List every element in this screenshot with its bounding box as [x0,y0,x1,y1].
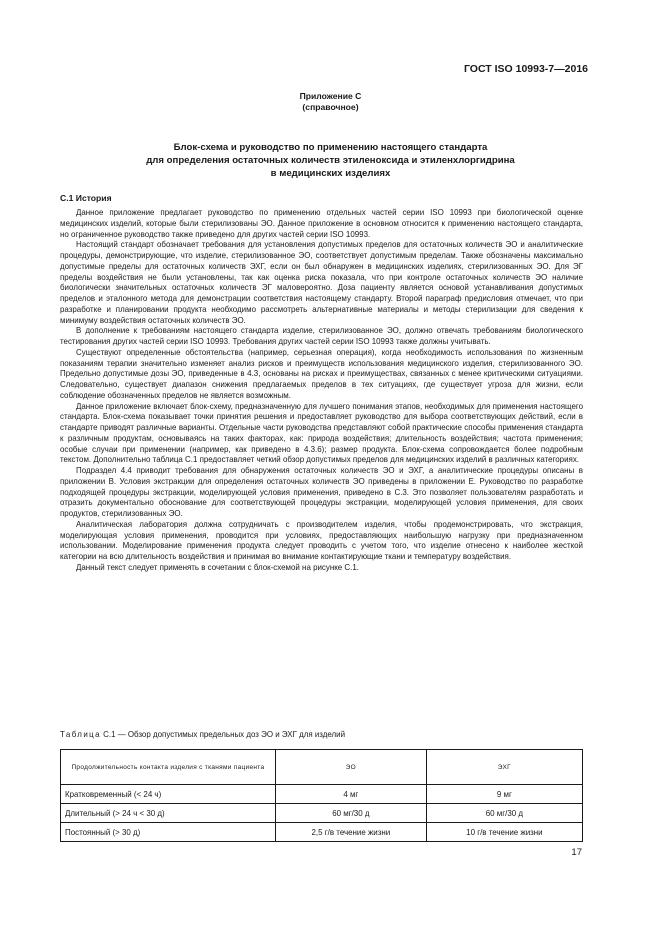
table-header-row [61,750,583,785]
paragraph: Данный текст следует применять в сочетании с блок-схемой на рисунке C.1. [76,562,359,572]
standard-identifier: ГОСТ ISO 10993-7—2016 [463,63,588,75]
table-cell: 60 мг/30 д [275,804,426,823]
paragraph: Аналитическая лаборатория должна сотрудничать с производителем изделия, чтобы продемонстрировать, что экстракция, моделирующая условия применения, проводится при условиях, предоставляющих наибольшую нагрузку при предназначенном использовании. Моделирование применения продукта следует проводить с учетом того, что изделие отнесено к наиболее жесткой категории на всю длительность воздействия и принимая во внимание контактирующие ткани и температуру воздействия. [60,519,583,561]
table-cell: Постоянный (> 30 д) [61,823,276,842]
table-cell: Кратковременный (< 24 ч) [61,785,276,804]
title-line-2: для определения остаточных количеств этиленоксида и этиленхлоргидрина [146,155,515,166]
table-caption-label: Таблица [60,730,101,739]
column-header-ech: ЭХГ [426,750,582,785]
table-row [61,785,583,804]
table-row [61,804,583,823]
paragraph: В дополнение к требованиям настоящего стандарта изделие, стерилизованное ЭО, должно отвечать требованиям биологического тестирования других частей серии ISO 10993. Требования других частей серии ISO 10993 также должны учитывать. [60,326,583,346]
table-row [61,823,583,842]
annex-status: (справочное) [302,102,359,112]
annex-heading [0,91,661,113]
table-cell: 60 мг/30 д [426,804,582,823]
title-line-3: в медицинских изделиях [270,168,391,179]
column-header-eo: ЭО [275,750,426,785]
table-caption [60,730,345,739]
column-header-duration: Продолжительность контакта изделия с тканями пациента [61,750,276,785]
table-cell: 10 г/в течение жизни [426,823,582,842]
limits-table [60,749,583,842]
paragraph: Существуют определенные обстоятельства (например, серьезная операция), когда необходимость использования по жизненным показаниям терапии значительно изменяет анализ рисков и преимуществ использования медицинского изделия, стерилизованного ЭО. Предельно допустимые дозы ЭО, приведенные в 4.3, основаны на рисках и преимуществах, связанных с менее критическими ситуациями. Следовательно, существует диапазон снижения предлагаемых пределов в тех ситуациях, где существует угроза для жизни, если соблюдение обозначенных пределов не является возможным. [60,347,583,400]
table-caption-text: C.1 — Обзор допустимых предельных доз ЭО и ЭХГ для изделий [103,730,346,739]
table-cell: 2,5 г/в течение жизни [275,823,426,842]
page-number: 17 [571,847,582,858]
table-cell: 9 мг [426,785,582,804]
document-title [60,141,601,180]
title-line-1: Блок-схема и руководство по применению настоящего стандарта [173,142,488,153]
paragraph: Подраздел 4.4 приводит требования для обнаружения остаточных количеств ЭО и ЭХГ, а аналитические процедуры описаны в приложении B. Условия экстракции для определения остаточных количеств ЭО приведены в приложении E. Руководство по разработке подходящей процедуры экстракции, моделирующей условия применения, приведено в C.3. Это позволяет пользователям разработать и отразить документально обоснование для соответствующей процедуры экстракции, моделирующей условия применения, для своих продуктов, стерилизованных ЭО. [60,466,583,518]
paragraph: Данное приложение включает блок-схему, предназначенную для лучшего понимания этапов, необходимых для применения настоящего стандарта. Блок-схема показывает точки принятия решения и предоставляет руководство для выбора соответствующих действий, если в стандарте приводят различные варианты. Отдельные части руководства представляют собой практические способы применения стандарта к различным продуктам, основываясь на таких факторах, как: природа воздействия; длительность воздействия; частота применения; особые случаи при применении (например, как приведено в 4.3.6); размер продукта. Блок-схема сопровождается более подробным текстом. Дополнительно таблица C.1 предоставляет четкий обзор допустимых пределов для медицинских изделий в различных категориях. [60,401,583,465]
paragraph: Настоящий стандарт обозначает требования для установления допустимых пределов для остаточных количеств ЭО и аналитические процедуры, демонстрирующие, что изделие, стерилизованное ЭО, соответствует допустимым пределам. Также обозначены максимально допустимые пределы для остаточных количеств ЭХГ, если он был обнаружен в медицинских изделиях, стерилизованных ЭО. Для ЭГ пределы воздействия не были установлены, так как оценка риска показала, что при контроле остаточных количеств ЭО наличие биологически значительных остаточных количеств ЭГ маловероятно. Доза пациенту является основой устанавливания допустимых пределов и эталонного метода для демонстрации соответствия настоящему стандарту. Второй параграф предисловия отмечает, что при разработке и планировании продукта необходимо рассмотреть альтернативные материалы и методы стерилизации для сведения к минимуму воздействия остаточных количеств ЭО. [60,240,583,325]
section-heading: C.1 История [60,193,112,203]
table-cell: 4 мг [275,785,426,804]
paragraph: Данное приложение предлагает руководство по применению отдельных частей серии ISO 10993 при биологической оценке медицинских изделий, которые были стерилизованы ЭО. Данное приложение в основном относится к применению настоящего стандарта, но ограниченное руководство также приведено для других частей серии ISO 10993. [60,208,583,239]
annex-title: Приложение C [299,91,362,101]
table-cell: Длительный (> 24 ч < 30 д) [61,804,276,823]
body-text [60,208,583,574]
